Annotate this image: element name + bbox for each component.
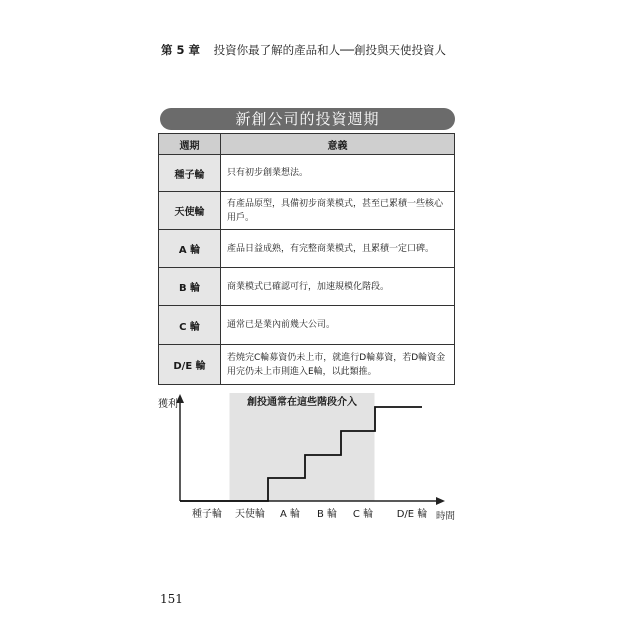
period-cell: B 輪 xyxy=(159,268,221,306)
x-tick-label: 種子輪 xyxy=(192,509,222,520)
x-tick-label: D/E 輪 xyxy=(396,509,428,520)
period-cell: 天使輪 xyxy=(159,192,221,230)
chapter-title: 投資你最了解的產品和人──創投與天使投資人 xyxy=(213,43,447,57)
header-period: 週期 xyxy=(159,134,221,155)
header-meaning: 意義 xyxy=(221,134,455,155)
x-axis-arrow-icon xyxy=(436,497,445,505)
x-tick-label: 天使輪 xyxy=(235,509,265,520)
meaning-cell: 若燒完C輪募資仍未上市，就進行D輪募資，若D輪資金用完仍未上市則進入E輪，以此類推。 xyxy=(221,345,455,385)
period-cell: 種子輪 xyxy=(159,155,221,192)
period-cell: C 輪 xyxy=(159,306,221,345)
y-axis-label: 獲利 xyxy=(158,399,178,410)
meaning-cell: 商業模式已確認可行，加速規模化階段。 xyxy=(221,268,455,306)
x-tick-label: B 輪 xyxy=(316,509,338,520)
vc-stage-highlight xyxy=(230,393,375,501)
period-cell: D/E 輪 xyxy=(159,345,221,385)
x-tick-label: C 輪 xyxy=(352,509,374,520)
page-number: 151 xyxy=(160,592,183,606)
meaning-cell: 通常已是業內前幾大公司。 xyxy=(221,306,455,345)
meaning-cell: 只有初步創業想法。 xyxy=(221,155,455,192)
chart-title: 創投通常在這些階段介入 xyxy=(247,397,357,408)
meaning-cell: 產品日益成熟，有完整商業模式，且累積一定口碑。 xyxy=(221,230,455,268)
table-title: 新創公司的投資週期 xyxy=(160,108,455,130)
x-tick-label: A 輪 xyxy=(279,509,301,520)
chapter-label: 第 5 章 xyxy=(161,43,201,57)
meaning-cell: 有產品原型，具備初步商業模式，甚至已累積一些核心用戶。 xyxy=(221,192,455,230)
x-axis-label: 時間 xyxy=(436,511,456,522)
period-cell: A 輪 xyxy=(159,230,221,268)
